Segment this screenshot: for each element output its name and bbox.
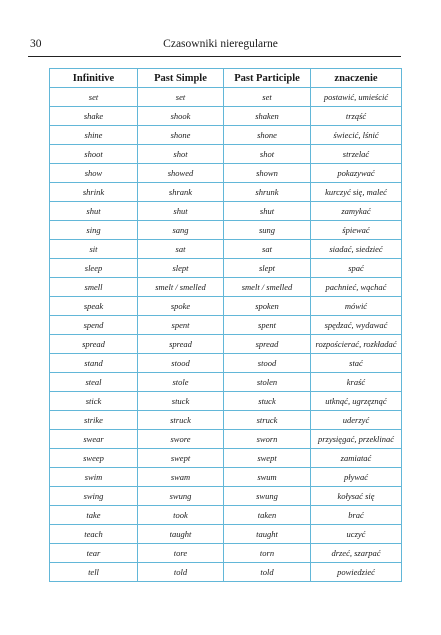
column-header-past-participle: Past Participle (224, 69, 311, 88)
past-participle-cell: swung (224, 487, 311, 506)
table-row (50, 88, 402, 107)
table-row (50, 487, 402, 506)
past-participle-cell: taught (224, 525, 311, 544)
past-participle-cell: spread (224, 335, 311, 354)
meaning-cell: przysięgać, przeklinać (311, 430, 402, 449)
past-simple-cell: smelt / smelled (138, 278, 224, 297)
meaning-cell: mówić (311, 297, 402, 316)
meaning-cell: zamykać (311, 202, 402, 221)
infinitive-cell: set (50, 88, 138, 107)
table-row (50, 297, 402, 316)
past-simple-cell: shone (138, 126, 224, 145)
column-header-meaning: znaczenie (311, 69, 402, 88)
infinitive-cell: swing (50, 487, 138, 506)
past-participle-cell: taken (224, 506, 311, 525)
past-participle-cell: shut (224, 202, 311, 221)
meaning-cell: pokazywać (311, 164, 402, 183)
past-participle-cell: sat (224, 240, 311, 259)
infinitive-cell: strike (50, 411, 138, 430)
meaning-cell: zamiatać (311, 449, 402, 468)
table-body (50, 88, 402, 582)
infinitive-cell: teach (50, 525, 138, 544)
meaning-cell: uczyć (311, 525, 402, 544)
infinitive-cell: show (50, 164, 138, 183)
meaning-cell: kurczyć się, maleć (311, 183, 402, 202)
meaning-cell: pachnieć, wąchać (311, 278, 402, 297)
table-row (50, 202, 402, 221)
meaning-cell: spędzać, wydawać (311, 316, 402, 335)
infinitive-cell: steal (50, 373, 138, 392)
meaning-cell: śpiewać (311, 221, 402, 240)
past-participle-cell: stolen (224, 373, 311, 392)
past-simple-cell: swept (138, 449, 224, 468)
past-participle-cell: swum (224, 468, 311, 487)
past-simple-cell: swam (138, 468, 224, 487)
past-simple-cell: sang (138, 221, 224, 240)
past-participle-cell: shown (224, 164, 311, 183)
table-row (50, 183, 402, 202)
meaning-cell: kraść (311, 373, 402, 392)
past-simple-cell: swung (138, 487, 224, 506)
page-number: 30 (30, 38, 42, 50)
infinitive-cell: stick (50, 392, 138, 411)
irregular-verbs-table (49, 68, 402, 582)
past-participle-cell: spent (224, 316, 311, 335)
meaning-cell: utknąć, ugrzęznąć (311, 392, 402, 411)
infinitive-cell: shut (50, 202, 138, 221)
table-header-row (50, 69, 402, 88)
infinitive-cell: tear (50, 544, 138, 563)
past-participle-cell: sung (224, 221, 311, 240)
past-simple-cell: spread (138, 335, 224, 354)
table-row (50, 563, 402, 582)
past-simple-cell: shrank (138, 183, 224, 202)
past-simple-cell: spent (138, 316, 224, 335)
meaning-cell: stać (311, 354, 402, 373)
table-row (50, 468, 402, 487)
infinitive-cell: sleep (50, 259, 138, 278)
past-simple-cell: taught (138, 525, 224, 544)
past-participle-cell: spoken (224, 297, 311, 316)
meaning-cell: drzeć, szarpać (311, 544, 402, 563)
table-row (50, 449, 402, 468)
past-participle-cell: shot (224, 145, 311, 164)
past-simple-cell: told (138, 563, 224, 582)
table-row (50, 107, 402, 126)
past-participle-cell: smelt / smelled (224, 278, 311, 297)
table-row (50, 240, 402, 259)
past-participle-cell: shrunk (224, 183, 311, 202)
infinitive-cell: shake (50, 107, 138, 126)
past-simple-cell: took (138, 506, 224, 525)
past-participle-cell: torn (224, 544, 311, 563)
page-title: Czasowniki nieregularne (163, 38, 278, 50)
past-simple-cell: slept (138, 259, 224, 278)
meaning-cell: pływać (311, 468, 402, 487)
table-row (50, 373, 402, 392)
past-participle-cell: struck (224, 411, 311, 430)
table-row (50, 335, 402, 354)
table-row (50, 525, 402, 544)
column-header-past-simple: Past Simple (138, 69, 224, 88)
past-simple-cell: shook (138, 107, 224, 126)
table-row (50, 278, 402, 297)
meaning-cell: powiedzieć (311, 563, 402, 582)
table-row (50, 126, 402, 145)
past-simple-cell: stole (138, 373, 224, 392)
past-simple-cell: set (138, 88, 224, 107)
infinitive-cell: spend (50, 316, 138, 335)
meaning-cell: postawić, umieścić (311, 88, 402, 107)
past-simple-cell: tore (138, 544, 224, 563)
table-row (50, 430, 402, 449)
infinitive-cell: swim (50, 468, 138, 487)
past-simple-cell: sat (138, 240, 224, 259)
infinitive-cell: swear (50, 430, 138, 449)
header-divider (28, 56, 401, 57)
table-row (50, 145, 402, 164)
past-participle-cell: swept (224, 449, 311, 468)
past-simple-cell: stood (138, 354, 224, 373)
table-row (50, 164, 402, 183)
meaning-cell: strzelać (311, 145, 402, 164)
infinitive-cell: shoot (50, 145, 138, 164)
infinitive-cell: sit (50, 240, 138, 259)
past-participle-cell: sworn (224, 430, 311, 449)
infinitive-cell: smell (50, 278, 138, 297)
meaning-cell: kołysać się (311, 487, 402, 506)
meaning-cell: siadać, siedzieć (311, 240, 402, 259)
past-simple-cell: swore (138, 430, 224, 449)
infinitive-cell: sing (50, 221, 138, 240)
infinitive-cell: tell (50, 563, 138, 582)
past-participle-cell: shone (224, 126, 311, 145)
table-row (50, 544, 402, 563)
past-participle-cell: set (224, 88, 311, 107)
past-simple-cell: shot (138, 145, 224, 164)
infinitive-cell: sweep (50, 449, 138, 468)
table-row (50, 506, 402, 525)
past-simple-cell: struck (138, 411, 224, 430)
infinitive-cell: speak (50, 297, 138, 316)
past-simple-cell: stuck (138, 392, 224, 411)
past-participle-cell: told (224, 563, 311, 582)
past-participle-cell: slept (224, 259, 311, 278)
table-row (50, 411, 402, 430)
meaning-cell: spać (311, 259, 402, 278)
infinitive-cell: take (50, 506, 138, 525)
meaning-cell: uderzyć (311, 411, 402, 430)
infinitive-cell: spread (50, 335, 138, 354)
infinitive-cell: shrink (50, 183, 138, 202)
table-row (50, 221, 402, 240)
meaning-cell: rozpościerać, rozkładać (311, 335, 402, 354)
column-header-infinitive: Infinitive (50, 69, 138, 88)
infinitive-cell: shine (50, 126, 138, 145)
table-row (50, 316, 402, 335)
past-participle-cell: stuck (224, 392, 311, 411)
meaning-cell: świecić, lśnić (311, 126, 402, 145)
past-participle-cell: stood (224, 354, 311, 373)
meaning-cell: trząść (311, 107, 402, 126)
past-simple-cell: spoke (138, 297, 224, 316)
table-row (50, 354, 402, 373)
past-participle-cell: shaken (224, 107, 311, 126)
past-simple-cell: showed (138, 164, 224, 183)
table-row (50, 392, 402, 411)
infinitive-cell: stand (50, 354, 138, 373)
meaning-cell: brać (311, 506, 402, 525)
past-simple-cell: shut (138, 202, 224, 221)
table-row (50, 259, 402, 278)
